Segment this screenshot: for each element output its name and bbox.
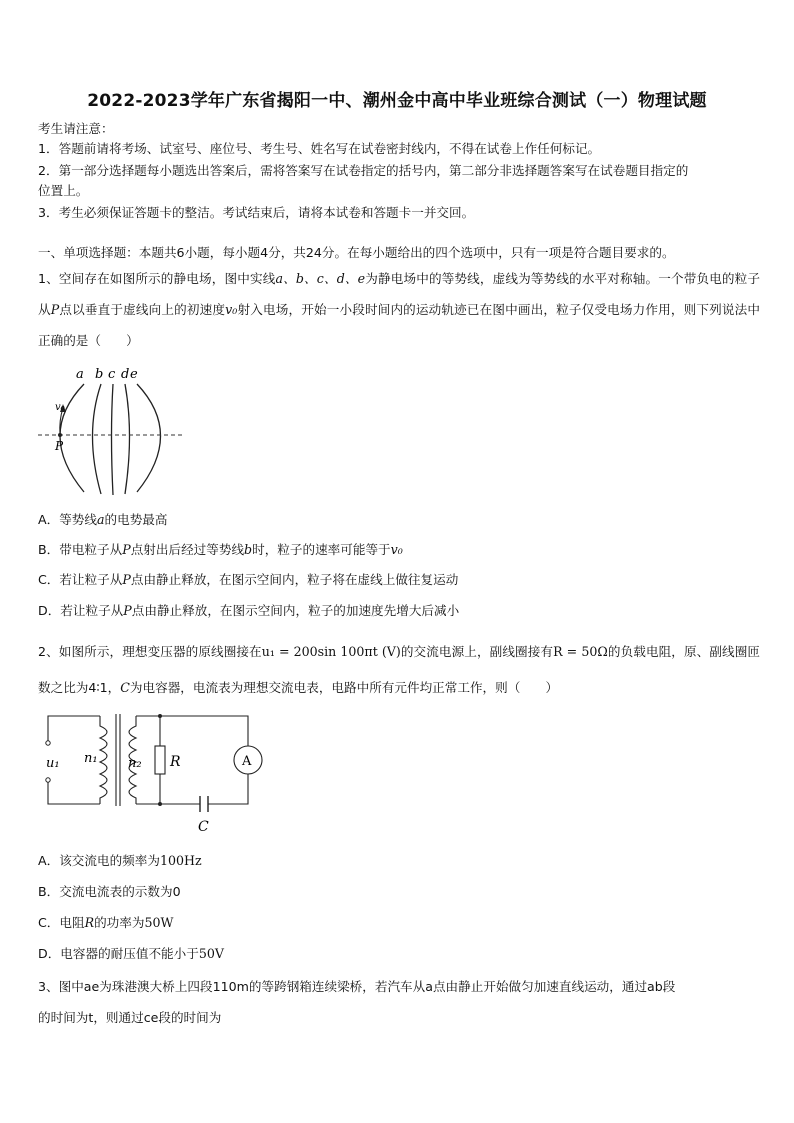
q1-d-text-1: D．若让粒子从 — [38, 603, 124, 618]
label-v0: v₀ — [55, 402, 65, 413]
q1-c-var: P — [122, 572, 131, 587]
q2-c-value: 50W — [144, 915, 174, 930]
equipotential-d — [125, 384, 130, 494]
q1-b-text-2: 点射出后经过等势线 — [130, 542, 245, 557]
equipotential-c — [112, 384, 114, 495]
label-u1: u₁ — [46, 756, 60, 771]
q2-c-var: R — [84, 915, 95, 930]
q1-b-var-p: P — [122, 542, 131, 557]
q2-text-4: 为电容器，电流表为理想交流电表，电路中所有元件均正常工作，则（ ） — [129, 680, 559, 695]
label-p: P — [55, 439, 64, 453]
label-a: a — [76, 367, 84, 382]
q2-text-3: 的负载电阻，原、副线圈匝数之比为4∶1， — [38, 644, 761, 695]
q1-option-b[interactable] — [38, 540, 758, 560]
equipotential-a — [60, 384, 84, 492]
notice-item-2-line-2: 位置上。 — [38, 183, 89, 198]
equipotential-b — [93, 384, 102, 494]
label-c: C — [198, 819, 209, 835]
q1-a-var: a — [97, 512, 105, 527]
q1-point-p: P — [50, 302, 60, 317]
label-n2: n₂ — [128, 756, 142, 771]
q1-field-figure — [36, 362, 186, 502]
label-b: b — [95, 367, 104, 382]
question-2-stem — [38, 634, 760, 706]
q2-resistor-value: R = 50Ω — [553, 644, 608, 659]
point-p — [58, 433, 62, 437]
q1-text-3: 点以垂直于虚线向上的初速度 — [59, 302, 226, 317]
q2-option-d[interactable] — [38, 944, 758, 964]
q1-a-text-1: A．等势线 — [38, 512, 97, 527]
q2-d-text: D．电容器的耐压值不能小于 — [38, 946, 199, 961]
q1-option-c[interactable] — [38, 570, 758, 590]
question-1-stem — [38, 263, 760, 356]
q1-a-text-2: 的电势最高 — [104, 512, 168, 527]
notice-item-3: 3．考生必须保证答题卡的整洁。考试结束后，请将本试卷和答题卡一并交回。 — [38, 205, 475, 220]
page-title: 2022-2023学年广东省揭阳一中、潮州金中高中毕业班综合测试（一）物理试题 — [87, 91, 707, 111]
q1-text-4: 射入电场，开始一小段时间内的运动轨迹已在图中画出，粒子仅受电场力作用，则下列说法中正确的是（ ） — [38, 302, 761, 348]
junction-top — [158, 714, 162, 718]
q2-formula: u₁ = 200sin 100πt (V) — [261, 644, 401, 659]
q2-option-c[interactable] — [38, 913, 758, 933]
q2-c-text-1: C．电阻 — [38, 915, 85, 930]
label-ammeter: A — [242, 754, 252, 769]
q1-d-text-2: 点由静止释放，在图示空间内，粒子的加速度先增大后减小 — [131, 603, 460, 618]
label-d: d — [121, 367, 130, 382]
q1-b-var-b: b — [244, 542, 253, 557]
q2-text-1: 2、如图所示，理想变压器的原线圈接在 — [38, 644, 262, 659]
label-c: c — [108, 367, 116, 382]
label-e: e — [130, 367, 138, 382]
q1-c-text-2: 点由静止释放，在图示空间内，粒子将在虚线上做往复运动 — [130, 572, 459, 587]
q2-a-value: 100Hz — [159, 853, 202, 868]
q1-b-var-v0: v₀ — [390, 542, 403, 557]
q1-d-var: P — [123, 603, 132, 618]
q1-text-2: 为静电场中的等势线，虚线为等势线的水平对称轴。一个带负电的粒子从 — [38, 271, 761, 317]
question-3-line-1: 3、图中ae为珠港澳大桥上四段110m的等跨钢箱连续梁桥，若汽车从a点由静止开始做匀加速直线运动，通过ab段 — [38, 979, 676, 994]
equipotential-e — [137, 384, 161, 492]
q1-b-text-1: B．带电粒子从 — [38, 542, 123, 557]
q1-v0: v₀ — [225, 302, 238, 317]
q2-a-text: A．该交流电的频率为 — [38, 853, 160, 868]
label-r: R — [170, 754, 181, 770]
section-heading: 一、单项选择题：本题共6小题，每小题4分，共24分。在每小题给出的四个选项中，只有一项是符合题目要求的。 — [38, 245, 675, 260]
primary-coil — [100, 716, 107, 804]
q2-capacitor-var: C — [120, 680, 130, 695]
q1-c-text-1: C．若让粒子从 — [38, 572, 123, 587]
q1-line-labels: a、b、c、d、e — [275, 271, 366, 286]
secondary-wire-top — [136, 716, 248, 746]
junction-bottom — [158, 802, 162, 806]
notice-item-1: 1．答题前请将考场、试室号、座位号、考生号、姓名写在试卷密封线内，不得在试卷上作任何标记。 — [38, 141, 601, 156]
terminal-top — [46, 741, 50, 745]
q2-text-2: 的交流电源上，副线圈接有 — [400, 644, 554, 659]
resistor — [155, 746, 165, 774]
notice-item-2-line-1: 2．第一部分选择题每小题选出答案后，需将答案写在试卷指定的括号内，第二部分非选择题答案写在试卷题目指定的 — [38, 163, 689, 178]
q1-option-a[interactable] — [38, 510, 758, 530]
q1-b-text-3: 时，粒子的速率可能等于 — [252, 542, 391, 557]
q1-text-1: 1、空间存在如图所示的静电场，图中实线 — [38, 271, 276, 286]
q2-b-text: B．交流电流表的示数为0 — [38, 884, 181, 899]
notice-heading: 考生请注意： — [38, 121, 114, 136]
ammeter-wire-bottom — [208, 774, 248, 804]
q2-option-a[interactable] — [38, 851, 758, 871]
question-3-line-2: 的时间为t，则通过ce段的时间为 — [38, 1010, 222, 1025]
q2-option-b[interactable] — [38, 882, 758, 902]
primary-wire-top — [48, 716, 100, 741]
label-n1: n₁ — [84, 751, 98, 766]
q1-option-d[interactable] — [38, 601, 758, 621]
q2-d-value: 50V — [198, 946, 224, 961]
q2-circuit-figure — [40, 710, 270, 835]
terminal-bottom — [46, 778, 50, 782]
primary-wire-bottom — [48, 782, 100, 804]
q2-c-text-2: 的功率为 — [94, 915, 145, 930]
